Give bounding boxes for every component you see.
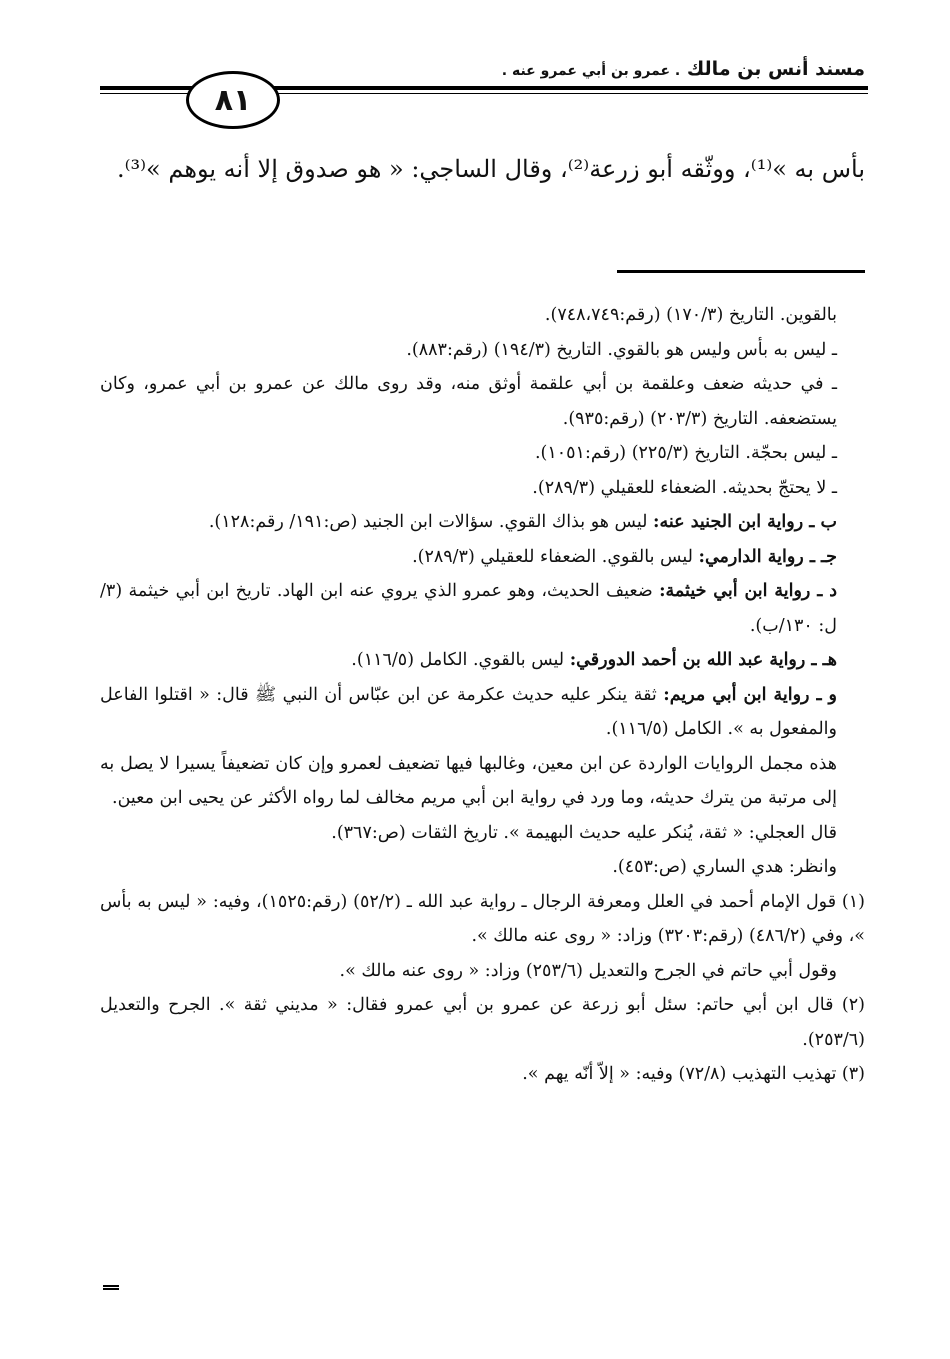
narration-text: ليس هو بذاك القوي. سؤالات ابن الجنيد (ص:١٩١/ رقم:١٢٨).	[208, 512, 654, 532]
narration-line	[100, 574, 865, 643]
footnote-3: (٣) تهذيب التهذيب (٧٢/٨) وفيه: « إلاّ أنّه يهم ».	[522, 1064, 865, 1084]
note-line: بالقوين. التاريخ (١٧٠/٣) (رقم:٧٤٨،٧٤٩).	[544, 305, 837, 325]
note-line: ـ لا يحتجّ بحديثه. الضعفاء للعقيلي (٢٨٩/٣).	[532, 477, 837, 498]
narration-text: ليس بالقوي. الضعفاء للعقيلي (٢٨٩/٣).	[412, 546, 699, 567]
note-line: ـ في حديثه ضعف وعلقمة بن أبي علقمة أوثق منه، وقد روى مالك عن عمرو بن أبي عمرو، وكان يستضعفه. التاريخ (٢٠٣/٣) (رقم:٩٣٥).	[100, 374, 837, 429]
narration-line	[100, 540, 865, 575]
note-line: ـ ليس به بأس وليس هو بالقوي. التاريخ (١٩٤/٣) (رقم:٨٨٣).	[406, 339, 837, 360]
narration-label: و ـ رواية ابن أبي مريم:	[663, 684, 838, 705]
book-title: مسند أنس بن مالك	[686, 58, 865, 80]
narration-line	[100, 643, 865, 678]
narration-label: هـ ـ رواية عبد الله بن أحمد الدورقي:	[569, 650, 837, 670]
chapter-title: . عمرو بن أبي عمرو عنه .	[501, 63, 681, 79]
running-header	[345, 58, 865, 80]
footnote-1-continued: وقول أبي حاتم في الجرح والتعديل (٢٥٣/٦) وزاد: « روى عنه مالك ».	[339, 960, 837, 981]
narration-text: ليس بالقوي. الكامل (١١٦/٥).	[351, 650, 570, 670]
main-text: بأس به »⁽¹⁾، ووثّقه أبو زرعة⁽²⁾، وقال الساجي: « هو صدوق إلا أنه يوهم »⁽³⁾.	[116, 155, 865, 183]
narration-label: جـ ـ رواية الدارمي:	[698, 546, 837, 567]
note-line: ـ ليس بحجّة. التاريخ (٢٢٥/٣) (رقم:١٠٥١).	[534, 443, 837, 463]
see-also-note: وانظر: هدي الساري (ص:٤٥٣).	[612, 857, 837, 877]
page-footer-mark	[103, 1285, 119, 1290]
footnotes-section	[100, 298, 865, 1092]
footnote-1: (١) قول الإمام أحمد في العلل ومعرفة الرجال ـ رواية عبد الله ـ (٥٢/٢) (رقم:١٥٢٥)، وفيه: « ليس به بأس »، وفي (٤٨٦/٢) (رقم:٣٢٠٣) وزاد: « روى عنه مالك ».	[100, 891, 865, 946]
page-number	[186, 71, 280, 129]
narration-line	[100, 678, 865, 747]
narration-label: د ـ رواية ابن أبي خيثمة:	[659, 581, 837, 601]
ijli-note: قال العجلي: « ثقة، يُنكر عليه حديث البهيمة ». تاريخ الثقات (ص:٣٦٧).	[331, 822, 837, 843]
narration-text: ضعيف الحديث، وهو عمرو الذي يروي عنه ابن الهاد. تاريخ ابن أبي خيثمة (٣/ل: ١٣٠/ب).	[100, 581, 837, 636]
narration-label: ب ـ رواية ابن الجنيد عنه:	[653, 512, 837, 532]
narration-text: ثقة ينكر عليه حديث عكرمة عن ابن عبّاس أن النبي ﷺ قال: « اقتلوا الفاعل والمفعول به ». الكامل (١١٦/٥).	[100, 684, 837, 739]
page-number-text: ٨١	[214, 82, 252, 118]
narration-line	[100, 505, 865, 540]
footnote-separator	[617, 270, 865, 273]
footnote-2: (٢) قال ابن أبي حاتم: سئل أبو زرعة عن عمرو بن أبي عمرو فقال: « مديني ثقة ». الجرح والتعديل (٢٥٣/٦).	[100, 995, 865, 1050]
summary-paragraph: هذه مجمل الروايات الواردة عن ابن معين، وغالبها فيها تضعيف لعمرو وإن كان تضعيفاً يسيرا لا يصل به إلى مرتبة من يترك حديثه، وما ورد في رواية ابن أبي مريم مخالف لما رواه الأكثر عن يحيى ابن معين.	[100, 753, 837, 808]
